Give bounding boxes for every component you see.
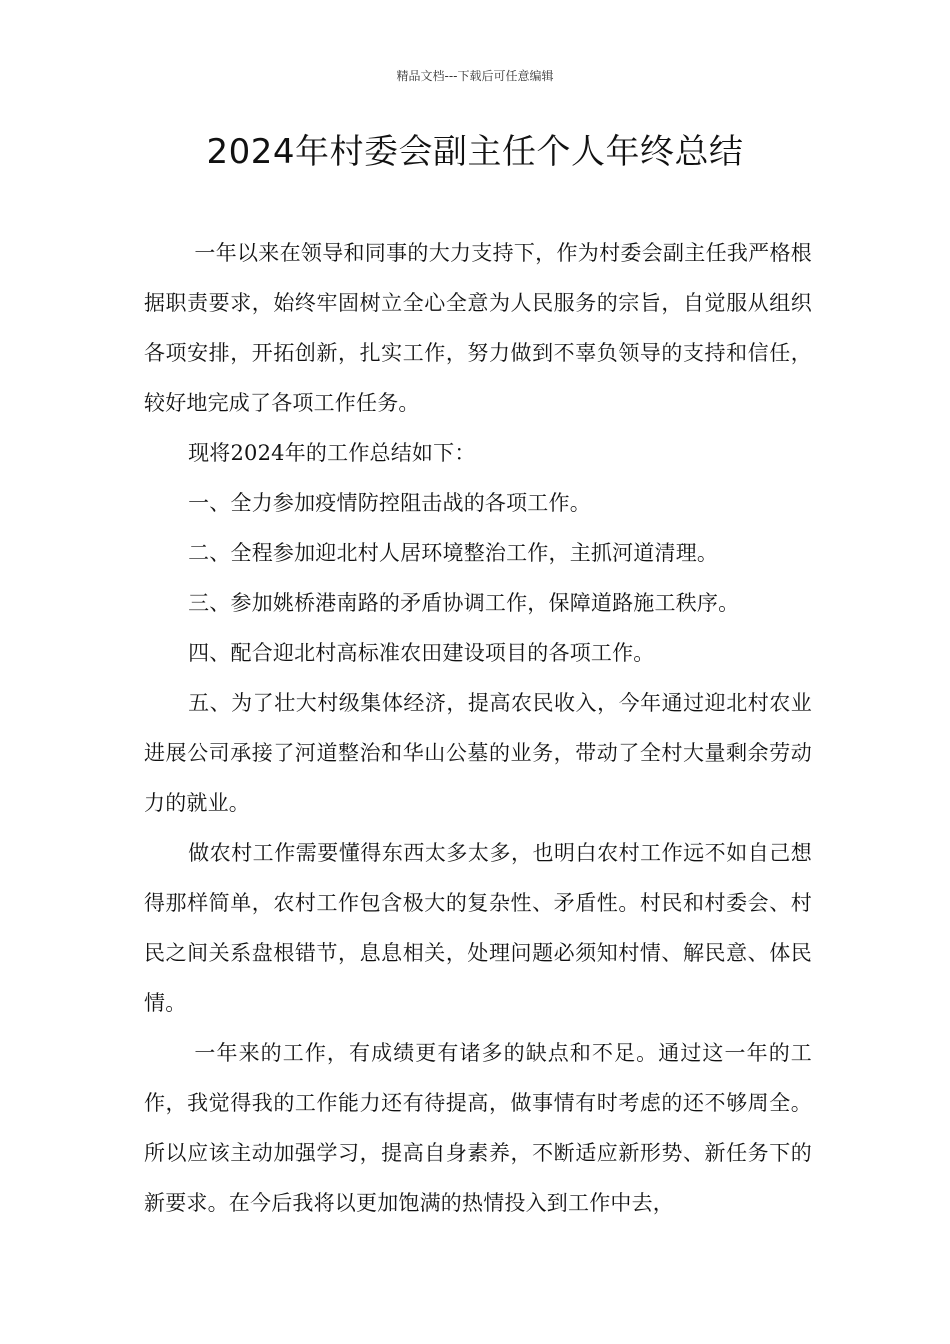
paragraph-item-2: 二、全程参加迎北村人居环境整治工作，主抓河道清理。 — [188, 541, 719, 565]
document-title: 2024年村委会副主任个人年终总结 — [206, 132, 744, 172]
paragraph-item-5: 五、为了壮大村级集体经济，提高农民收入，今年通过迎北村农业进展公司承接了河道整治和华山公墓的业务，带动了全村大量剩余劳动力的就业。 — [144, 691, 812, 815]
paragraph-intro: 一年以来在领导和同事的大力支持下，作为村委会副主任我严格根据职责要求，始终牢固树立全心全意为人民服务的宗旨，自觉服从组织各项安排，开拓创新，扎实工作，努力做到不辜负领导的支持和信任，较好地完成了各项工作任务。 — [144, 241, 812, 415]
paragraph-item-3: 三、参加姚桥港南路的矛盾协调工作，保障道路施工秩序。 — [188, 591, 740, 615]
document-body — [144, 228, 812, 1228]
header-note: 精品文档---下载后可任意编辑 — [396, 69, 554, 83]
paragraph-item-4: 四、配合迎北村高标准农田建设项目的各项工作。 — [188, 641, 655, 665]
paragraph-reflection: 一年来的工作，有成绩更有诸多的缺点和不足。通过这一年的工作，我觉得我的工作能力还有待提高，做事情有时考虑的还不够周全。所以应该主动加强学习，提高自身素养，不断适应新形势、新任务下的新要求。在今后我将以更加饱满的热情投入到工作中去， — [144, 1041, 812, 1215]
paragraph-rural-work: 做农村工作需要懂得东西太多太多，也明白农村工作远不如自己想得那样简单，农村工作包含极大的复杂性、矛盾性。村民和村委会、村民之间关系盘根错节，息息相关，处理问题必须知村情、解民意、体民情。 — [144, 841, 812, 1015]
paragraph-item-1: 一、全力参加疫情防控阻击战的各项工作。 — [188, 491, 591, 515]
paragraph-summary-lead: 现将2024年的工作总结如下： — [188, 441, 476, 465]
